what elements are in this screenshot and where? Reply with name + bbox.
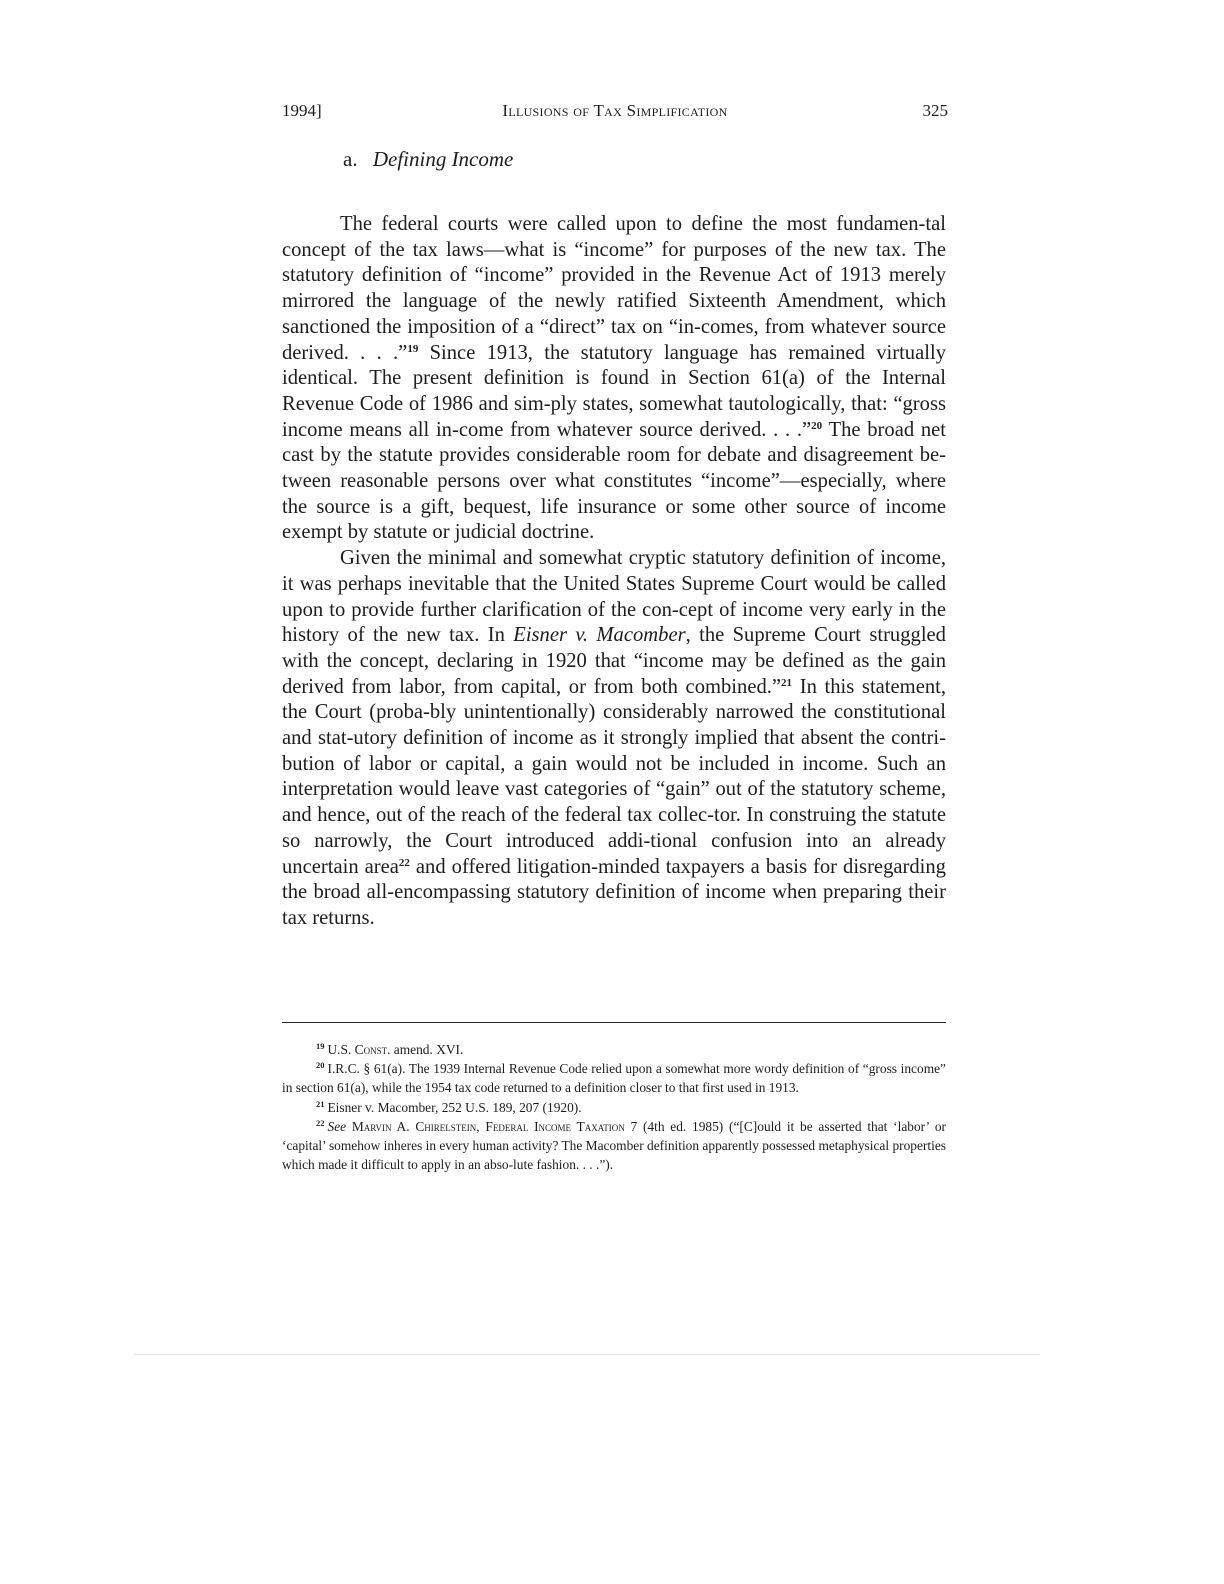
page-number: 325: [922, 101, 948, 120]
footnote-number: 20: [316, 1060, 325, 1071]
header-title: Illusions of Tax Simplification: [502, 101, 728, 120]
section-heading: [343, 147, 513, 172]
citation-author: Marvin A. Chirelstein,: [346, 1118, 486, 1134]
paragraph-1: [282, 212, 946, 546]
citation-title: Federal Income Taxation: [485, 1118, 625, 1134]
paragraph-2-part-1: Given the minimal and somewhat cryptic statutory definition of income, it was perhaps inevitable that the United States Supreme Court would be called upon to provide further clarification of the con-cept of income very early in the history of the new tax. In: [282, 547, 946, 647]
footnote-text: 7 (4th ed. 1985) (“[C]ould it be asserted that ‘labor’ or ‘capital’ somehow inheres in every human activity? The Macomber definition apparently possessed metaphysical properties which made it difficult to apply in an abso-lute fashion. . . .”).: [282, 1118, 947, 1173]
footnote-number: 21: [316, 1098, 325, 1109]
citation-signal: See: [327, 1118, 347, 1134]
footnote-ref-21[interactable]: 21: [781, 676, 793, 689]
section-label: a.: [343, 147, 358, 171]
footnote-text: amend. XVI.: [390, 1042, 464, 1057]
paragraph-1-part-2: Since 1913, the statutory language has remained virtually identical. The present definition is found in Section 61(a) of the Internal Revenue Code of 1986 and sim-ply states, somewhat tautologically, that: “gross income means all in-come from whatever source derived. . . .”: [282, 341, 946, 441]
header-year: 1994]: [282, 101, 322, 120]
paragraph-2-part-2: , the Supreme Court struggled with the concept, declaring in 1920 that “income may be defined as the gain derived from labor, from capital, or from both combined.”: [282, 624, 946, 698]
footnote-ref-20[interactable]: 20: [811, 419, 823, 432]
footnote-21: [282, 1098, 946, 1117]
footnote-text-smallcaps: Const.: [354, 1042, 391, 1057]
footnote-ref-22[interactable]: 22: [398, 856, 410, 869]
footnote-22: [282, 1117, 946, 1175]
paragraph-1-part-1: The federal courts were called upon to define the most fundamen-tal concept of the tax laws—what is “income” for purposes of the new tax. The statutory definition of “income” provided in the Revenue Act of 1913 merely mirrored the language of the newly ratified Sixteenth Amendment, which sanctioned the imposition of a “direct” tax on “in-comes, from whatever source derived. . . .”: [282, 213, 946, 364]
running-head: [282, 101, 948, 125]
footnote-text: I.R.C. § 61(a). The 1939 Internal Revenue Code relied upon a somewhat more wordy definition of “gross income” in section 61(a), while the 1954 tax code returned to a definition closer to that first used in 1913.: [282, 1061, 946, 1096]
footnote-20: [282, 1059, 946, 1097]
section-title: Defining Income: [372, 147, 514, 171]
footnotes: [282, 1040, 946, 1174]
footnote-divider: [282, 1022, 946, 1023]
footnote-number: 19: [316, 1041, 325, 1051]
scan-artifact-line: [134, 1354, 1040, 1355]
paragraph-2-part-4: and offered litigation-minded taxpayers a basis for disregarding the broad all-encompassing statutory definition of income when preparing their tax returns.: [282, 855, 946, 929]
footnote-text: Eisner v. Macomber, 252 U.S. 189, 207 (1920).: [327, 1099, 582, 1115]
footnote-number: 22: [316, 1117, 325, 1128]
footnote-ref-19[interactable]: 19: [407, 342, 419, 355]
paragraph-2-part-3: In this statement, the Court (proba-bly unintentionally) considerably narrowed the constitutional and stat-utory definition of income as it strongly implied that absent the contri-bution of labor or capital, a gain would not be included in income. Such an interpretation would leave vast categories of “gain” out of the statutory scheme, and hence, out of the reach of the federal tax collec-tor. In construing the statute so narrowly, the Court introduced addi-tional confusion into an already uncertain area: [282, 675, 946, 878]
footnote-text: U.S.: [327, 1042, 355, 1057]
body-text: [282, 212, 946, 932]
footnote-19: [282, 1040, 946, 1059]
paragraph-1-part-3: The broad net cast by the statute provides considerable room for debate and disagreement be-tween reasonable persons over what constitutes “income”—especially, where the source is a gift, bequest, life insurance or some other source of income exempt by statute or judicial doctrine.: [282, 418, 947, 544]
paragraph-2: [282, 546, 946, 932]
case-name: Eisner v. Macomber: [513, 624, 686, 647]
